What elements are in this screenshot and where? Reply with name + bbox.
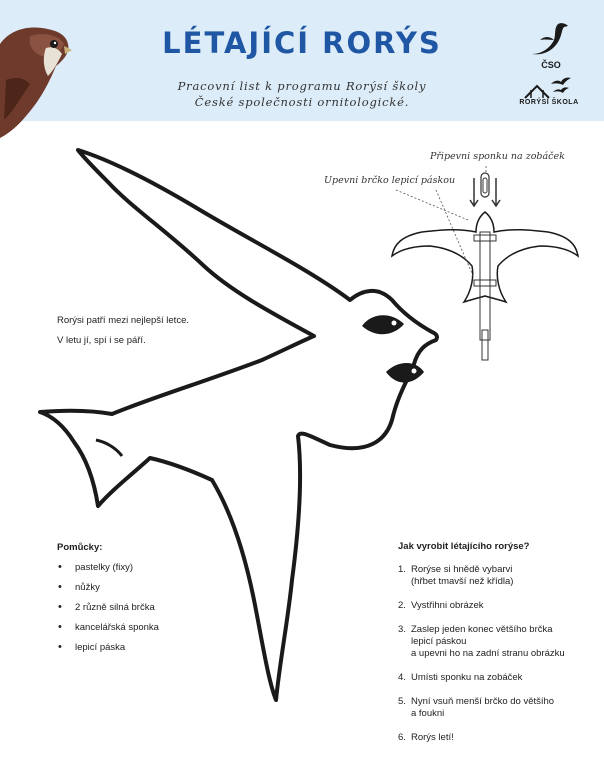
list-item: • kancelářská sponka xyxy=(57,622,159,642)
step-item xyxy=(398,696,598,720)
step-text: (hřbet tmavší než křídla) xyxy=(411,576,514,587)
step-text: a upevni ho na zadní stranu obrázku xyxy=(411,648,565,659)
step-text: Nyní vsuň menší brčko do většího xyxy=(411,696,555,707)
subtitle-line-2: České společnosti ornitologické. xyxy=(194,95,410,109)
step-number: 1. xyxy=(398,564,406,575)
swift-school-logo-text: RORÝSÍ ŠKOLA xyxy=(519,99,579,106)
tools-heading: Pomůcky: xyxy=(57,542,103,553)
step-text: Rorýse si hnědě vybarvi xyxy=(411,564,513,575)
subtitle-line-1: Pracovní list k programu Rorýsí školy xyxy=(177,79,427,93)
instructions-list xyxy=(398,564,598,744)
list-item: • nůžky xyxy=(57,582,159,602)
tools-list xyxy=(57,562,159,662)
step-item xyxy=(398,732,598,744)
tape-bottom xyxy=(474,280,496,286)
intro-text xyxy=(57,311,189,351)
step-number: 6. xyxy=(398,732,406,743)
step-text: Rorýs letí! xyxy=(411,732,454,743)
step-text: Umísti sponku na zobáček xyxy=(411,672,523,683)
instructions-heading: Jak vyrobit létajícího rorýse? xyxy=(398,541,530,552)
label-attach-clip: Připevni sponku na zobáček xyxy=(430,151,565,162)
step-number: 3. xyxy=(398,624,406,635)
step-item xyxy=(398,624,598,660)
leader-line-tape xyxy=(396,190,468,220)
tools-section xyxy=(57,542,159,662)
instructions-section xyxy=(398,541,598,756)
swift-tail-notch xyxy=(96,440,122,456)
list-item: • lepicí páska xyxy=(57,642,159,662)
tape-top xyxy=(474,235,496,241)
step-text: lepicí páskou xyxy=(411,636,467,647)
assembly-diagram xyxy=(380,140,604,375)
step-text: a foukni xyxy=(411,708,445,719)
arrow-down-icon xyxy=(470,178,478,206)
list-item: • 2 různě silná brčka xyxy=(57,602,159,622)
label-tape-straw: Upevni brčko lepicí páskou xyxy=(324,175,456,186)
leader-line-tape-2 xyxy=(436,190,474,278)
intro-line-2: V letu jí, spí i se páří. xyxy=(57,335,146,346)
page-title: LÉTAJÍCÍ RORÝS xyxy=(162,26,442,60)
arrow-down-icon-2 xyxy=(492,178,500,206)
step-number: 2. xyxy=(398,600,406,611)
step-number: 5. xyxy=(398,696,406,707)
cso-logo-text: ČSO xyxy=(541,60,561,70)
diagram-swift-outline xyxy=(392,212,578,302)
step-number: 4. xyxy=(398,672,406,683)
straw-small xyxy=(482,330,488,360)
step-item xyxy=(398,672,598,684)
intro-line-1: Rorýsi patří mezi nejlepší letce. xyxy=(57,315,189,326)
step-item xyxy=(398,600,598,612)
list-item: • pastelky (fixy) xyxy=(57,562,159,582)
step-text: Vystřihni obrázek xyxy=(411,600,484,611)
step-item xyxy=(398,564,598,588)
step-text: Zaslep jeden konec většího brčka xyxy=(411,624,553,635)
